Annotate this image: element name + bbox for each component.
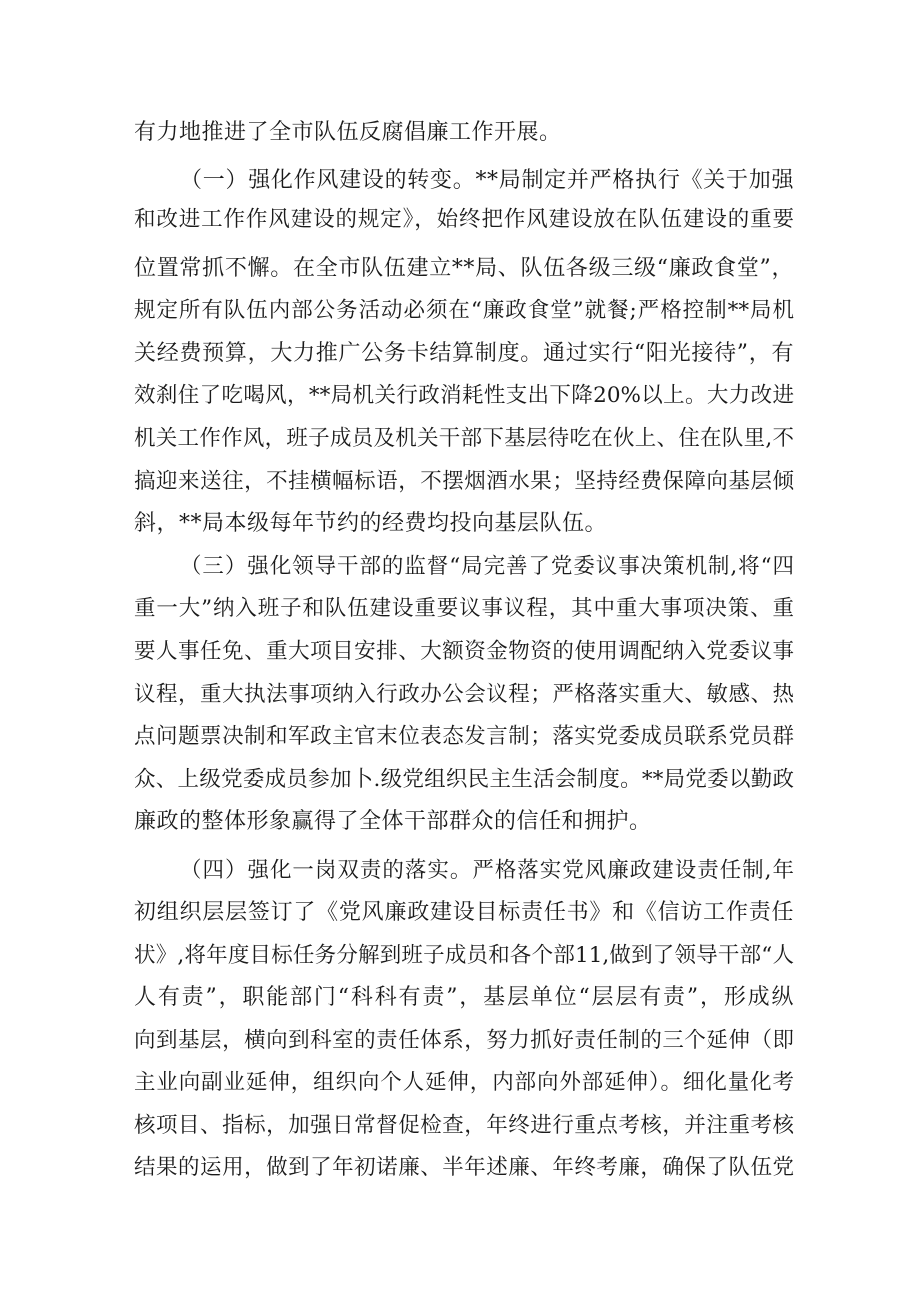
paragraph-4-line: 结果的运用，做到了年初诺廉、半年述廉、年终考廉，确保了队伍党 <box>134 1155 794 1180</box>
paragraph-4-line: 状》,将年度目标任务分解到班子成员和各个部11,做到了领导干部“人 <box>134 943 794 968</box>
paragraph-3-line: 议程，重大执法事项纳入行政办公会议程；严格落实重大、敏感、热 <box>134 682 794 707</box>
paragraph-4-line: 人有责”，职能部门“科科有责”，基层单位“层层有责”，形成纵 <box>134 985 794 1010</box>
text-line-continuation: 有力地推进了全市队伍反腐倡廉工作开展。 <box>134 120 562 145</box>
paragraph-3-line: 点问题票决制和军政主官末位表态发言制；落实党委成员联系党员群 <box>134 724 794 749</box>
paragraph-4-line: 向到基层，横向到科室的责任体系，努力抓好责任制的三个延伸（即 <box>134 1028 794 1053</box>
paragraph-1-heading-line: （一）强化作风建设的转变。**局制定并严格执行《关于加强 <box>180 168 794 193</box>
paragraph-1-line: 搞迎来送往，不挂横幅标语，不摆烟酒水果；坚持经费保障向基层倾 <box>134 469 794 494</box>
paragraph-3-line: 廉政的整体形象赢得了全体干部群众的信任和拥护。 <box>134 809 652 834</box>
paragraph-1-line: 效刹住了吃喝风，**局机关行政消耗性支出下降20%以上。大力改进 <box>134 383 794 408</box>
paragraph-1-line: 位置常抓不懈。在全市队伍建立**局、队伍各级三级“廉政食堂”， <box>134 256 794 281</box>
paragraph-4-line: 主业向副业延伸，组织向个人延伸，内部向外部延伸）。细化量化考 <box>134 1070 794 1095</box>
paragraph-1-line: 和改进工作作风建设的规定》，始终把作风建设放在队伍建设的重要 <box>134 207 794 232</box>
paragraph-1-line: 机关工作作风，班子成员及机关干部下基层待吃在伙上、住在队里,不 <box>134 426 794 451</box>
paragraph-4-line: 核项目、指标，加强日常督促检查，年终进行重点考核，并注重考核 <box>134 1113 794 1138</box>
paragraph-1-line: 规定所有队伍内部公务活动必须在“廉政食堂”就餐;严格控制**局机 <box>134 298 794 323</box>
paragraph-4-line: 初组织层层签订了《党风廉政建设目标责任书》和《信访工作责任 <box>134 900 794 925</box>
paragraph-3-heading-line: （三）强化领导干部的监督“局完善了党委议事决策机制,将“四 <box>180 554 794 579</box>
paragraph-1-line: 斜，**局本级每年节约的经费均投向基层队伍。 <box>134 511 608 536</box>
paragraph-3-line: 要人事任免、重大项目安排、大额资金物资的使用调配纳入党委议事 <box>134 639 794 664</box>
paragraph-4-heading-line: （四）强化一岗双责的落实。严格落实党风廉政建设责任制,年 <box>180 858 794 883</box>
paragraph-1-line: 关经费预算，大力推广公务卡结算制度。通过实行“阳光接待”，有 <box>134 341 794 366</box>
paragraph-3-line: 重一大”纳入班子和队伍建设重要议事议程，其中重大事项决策、重 <box>134 596 794 621</box>
paragraph-3-line: 众、上级党委成员参加卜.级党组织民主生活会制度。**局党委以勤政 <box>134 767 794 792</box>
